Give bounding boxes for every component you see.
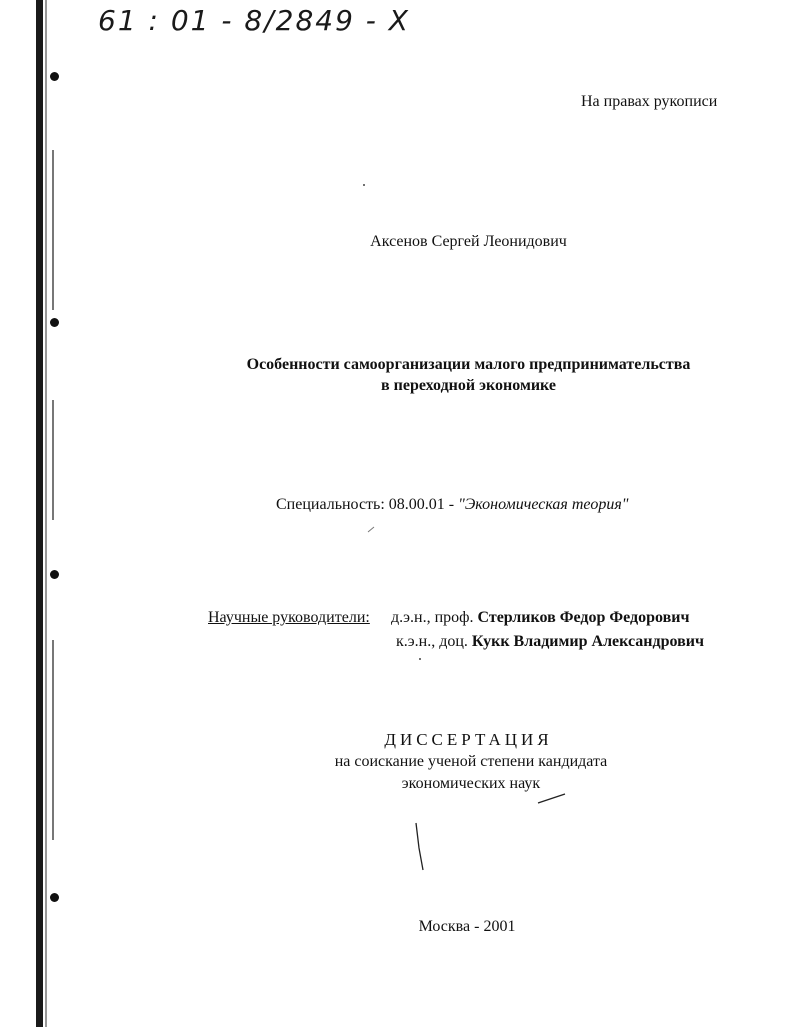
rights-notice: На правах рукописи — [581, 93, 718, 110]
title-line-1: Особенности самоорганизации малого предпринимательства — [246, 356, 691, 373]
supervisor-name: Стерликов Федор Федорович — [477, 609, 690, 626]
city-year: Москва - 2001 — [418, 918, 516, 935]
specialty-value: "Экономическая теория" — [458, 496, 629, 513]
handwritten-archive-code: 61 : 01 - 8/2849 - X — [98, 4, 410, 37]
pen-stroke — [538, 794, 565, 803]
dissertation-heading: ДИССЕРТАЦИЯ — [384, 730, 553, 749]
supervisor-degree: д.э.н., проф. — [391, 609, 478, 626]
pen-stroke — [416, 823, 423, 870]
supervisor-name: Кукк Владимир Александрович — [471, 633, 704, 650]
title-line-2: в переходной экономике — [381, 377, 556, 394]
specialty-label: Специальность: 08.00.01 - — [276, 496, 459, 513]
dissertation-degree-line-2: экономических наук — [401, 775, 541, 792]
scan-dot — [419, 658, 421, 660]
dissertation-degree-line-1: на соискание ученой степени кандидата — [334, 753, 608, 770]
supervisors-label: Научные руководители: — [208, 609, 370, 626]
author-name: Аксенов Сергей Леонидович — [370, 233, 567, 250]
pen-stroke — [368, 527, 374, 532]
supervisor-degree: к.э.н., доц. — [396, 633, 472, 650]
scan-dot — [363, 184, 365, 186]
